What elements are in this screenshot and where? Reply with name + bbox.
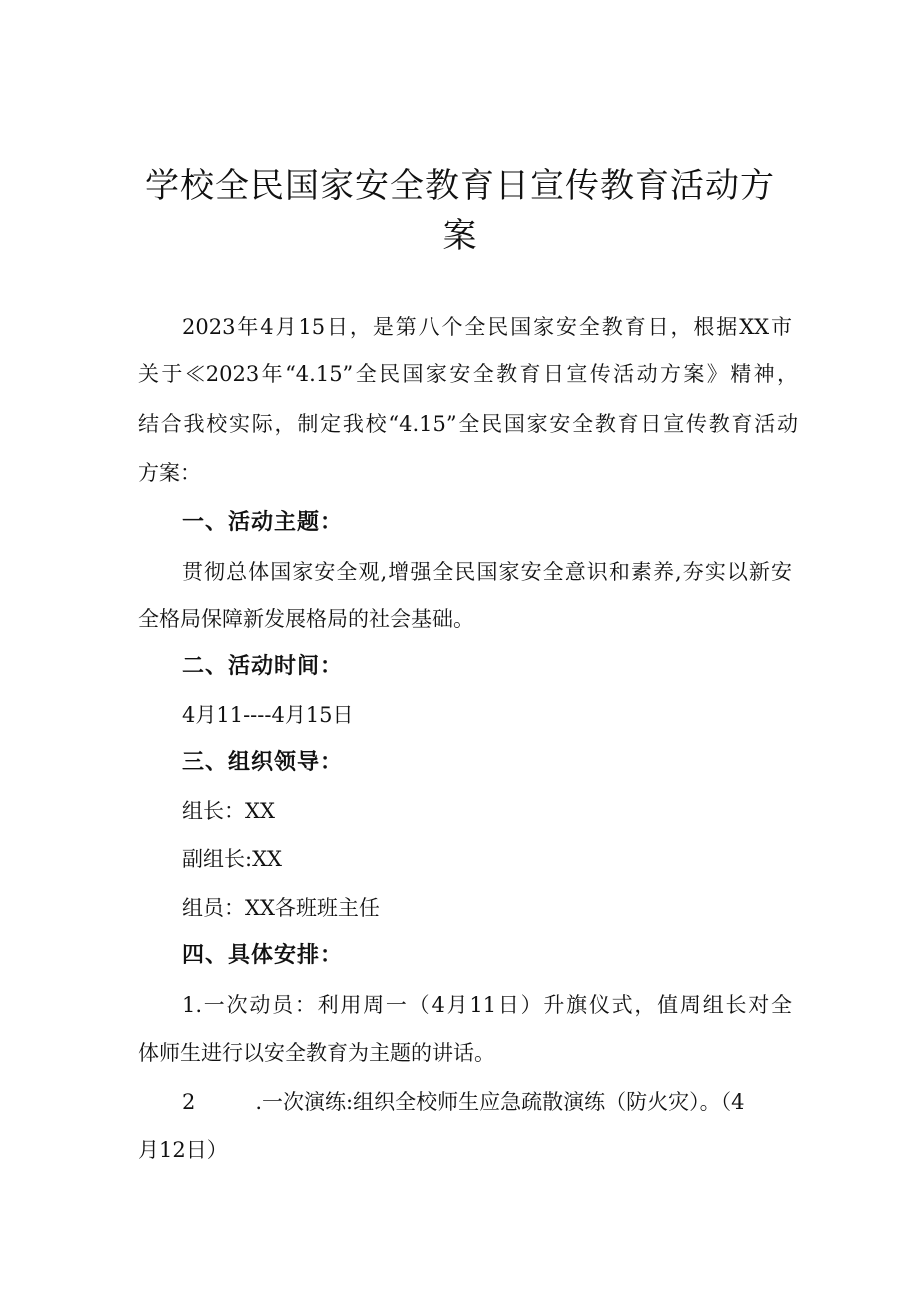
theme-line-2: 全格局保障新发展格局的社会基础。 bbox=[138, 607, 474, 631]
arrangement-1-line-2: 体师生进行以安全教育为主题的讲话。 bbox=[138, 1041, 495, 1065]
section-heading-theme: 一、活动主题： bbox=[182, 510, 344, 535]
arrangement-2-line-1 bbox=[182, 1085, 792, 1119]
section-heading-time: 二、活动时间： bbox=[182, 654, 344, 679]
section-heading-leadership: 三、组织领导： bbox=[182, 750, 344, 775]
arrangement-2-line-2: 月12日） bbox=[138, 1138, 228, 1162]
arrangement-2-text: .一次演练:组织全校师生应急疏散演练（防火灾）。（4 bbox=[255, 1090, 745, 1114]
document-title: 学校全民国家安全教育日宣传教育活动方 bbox=[145, 166, 775, 206]
members-line: 组员：XX各班班主任 bbox=[182, 896, 380, 920]
arrangement-1-line-1: 1.一次动员：利用周一（4月11日）升旗仪式，值周组长对全 bbox=[182, 993, 792, 1017]
time-range: 4月11----4月15日 bbox=[182, 703, 354, 727]
theme-line-1: 贯彻总体国家安全观,增强全民国家安全意识和素养,夯实以新安 bbox=[182, 560, 792, 584]
document-title-continuation: 案 bbox=[442, 216, 478, 256]
intro-line-4: 方案： bbox=[138, 461, 201, 485]
intro-line-3: 结合我校实际，制定我校“4.15”全民国家安全教育日宣传教育活动 bbox=[138, 412, 798, 436]
section-heading-arrangements: 四、具体安排： bbox=[182, 943, 344, 968]
intro-line-2: 关于≪2023年“4.15”全民国家安全教育日宣传活动方案》精神， bbox=[138, 362, 798, 386]
deputy-leader-line: 副组长:XX bbox=[182, 847, 282, 871]
leader-line: 组长：XX bbox=[182, 799, 275, 823]
arrangement-2-number: 2 bbox=[182, 1090, 196, 1114]
intro-line-1: 2023年4月15日，是第八个全民国家安全教育日，根据XX市 bbox=[182, 315, 792, 339]
